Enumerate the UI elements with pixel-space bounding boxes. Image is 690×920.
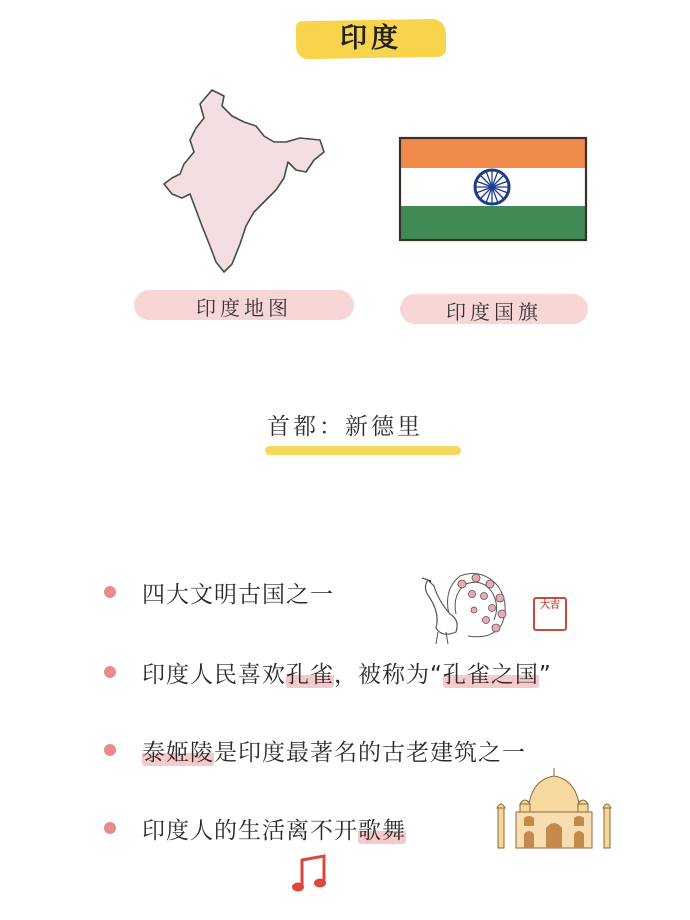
india-map-icon [160,86,330,278]
fact-2: 印度人民喜欢孔雀，被称为“孔雀之国” [142,662,552,688]
seal-stamp-icon: 大吉 [533,597,567,631]
bullet-3 [104,744,116,756]
peacock-icon [412,570,512,646]
page-title: 印度 [340,23,402,54]
flag-caption: 印度国旗 [446,300,542,324]
bullet-1 [104,586,116,598]
bullet-4 [104,822,116,834]
fact-1: 四大文明古国之一 [142,582,334,608]
music-note-icon [290,852,332,894]
taj-mahal-icon [492,766,616,850]
bullet-2 [104,666,116,678]
capital-underline [265,446,461,455]
capital-text: 首都：新德里 [267,414,423,440]
map-caption: 印度地图 [196,296,292,320]
india-flag-icon [398,136,588,244]
fact-3: 泰姬陵是印度最著名的古老建筑之一 [142,740,526,766]
fact-4: 印度人的生活离不开歌舞 [142,818,406,844]
